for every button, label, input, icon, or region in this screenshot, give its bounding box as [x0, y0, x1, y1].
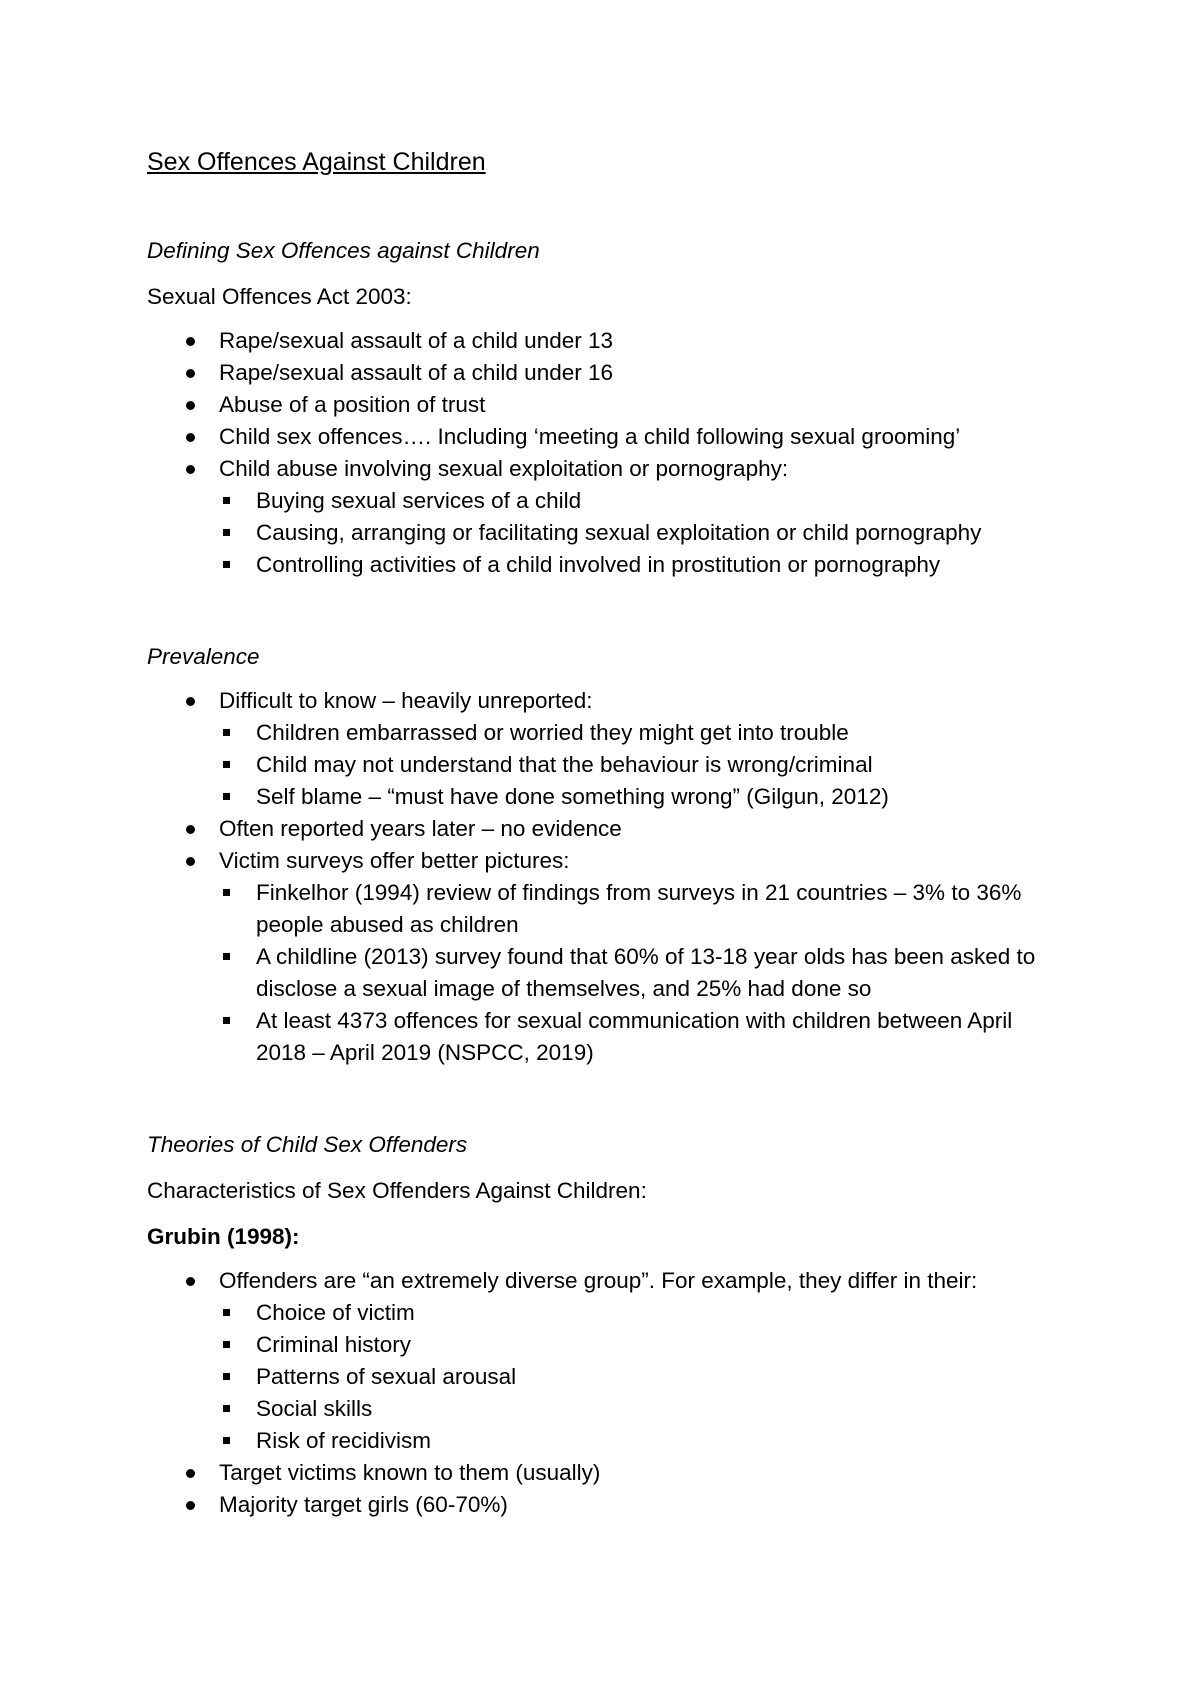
prevalence-list	[147, 685, 1047, 1069]
sub-list-item: Finkelhor (1994) review of findings from surveys in 21 countries – 3% to 36% people abused as children	[219, 877, 1047, 941]
square-bullet-icon	[223, 889, 230, 896]
section-heading-defining: Defining Sex Offences against Children	[147, 238, 540, 263]
list-item: Child abuse involving sexual exploitation or pornography: Buying sexual services of a child Causing, arranging or facilitating sexual exploitation or child pornography Controlling activities of a child involved in prostitution or pornography	[147, 453, 1047, 581]
sub-list-item: Patterns of sexual arousal	[219, 1361, 1047, 1393]
document-title: Sex Offences Against Children	[147, 148, 486, 176]
defining-intro: Sexual Offences Act 2003:	[147, 284, 412, 309]
list-item: Target victims known to them (usually)	[147, 1457, 1047, 1489]
list-item: Rape/sexual assault of a child under 16	[147, 357, 1047, 389]
bullet-icon	[186, 465, 195, 474]
sub-list-item: At least 4373 offences for sexual communication with children between April 2018 – April 2019 (NSPCC, 2019)	[219, 1005, 1047, 1069]
bullet-icon	[186, 369, 195, 378]
sub-list-item: Child may not understand that the behaviour is wrong/criminal	[219, 749, 1047, 781]
square-bullet-icon	[223, 729, 230, 736]
bullet-icon	[186, 825, 195, 834]
square-bullet-icon	[223, 761, 230, 768]
bullet-icon	[186, 1501, 195, 1510]
square-bullet-icon	[223, 497, 230, 504]
sub-list-item: Social skills	[219, 1393, 1047, 1425]
square-bullet-icon	[223, 1437, 230, 1444]
list-item: Majority target girls (60-70%)	[147, 1489, 1047, 1521]
bullet-icon	[186, 1469, 195, 1478]
bullet-icon	[186, 433, 195, 442]
prevalence-sublist-1	[219, 717, 1047, 813]
square-bullet-icon	[223, 1341, 230, 1348]
sub-list-item: Buying sexual services of a child	[219, 485, 1047, 517]
theories-sublist	[219, 1297, 1047, 1457]
square-bullet-icon	[223, 1373, 230, 1380]
sub-list-item: Causing, arranging or facilitating sexual exploitation or child pornography	[219, 517, 1047, 549]
list-item: Child sex offences…. Including ‘meeting a child following sexual grooming’	[147, 421, 1047, 453]
square-bullet-icon	[223, 1309, 230, 1316]
square-bullet-icon	[223, 1405, 230, 1412]
defining-list	[147, 325, 1047, 581]
document-body	[147, 145, 1047, 1521]
square-bullet-icon	[223, 793, 230, 800]
bullet-icon	[186, 337, 195, 346]
square-bullet-icon	[223, 953, 230, 960]
bullet-icon	[186, 401, 195, 410]
sub-list-item: Self blame – “must have done something wrong” (Gilgun, 2012)	[219, 781, 1047, 813]
list-item: Victim surveys offer better pictures: Finkelhor (1994) review of findings from surveys in 21 countries – 3% to 36% people abused as children A childline (2013) survey found that 60% of 13-18 year olds has been asked to disclose a sexual image of themselves, and 25% had done so At least 4373 offences for sexual communication with children between April 2018 – April 2019 (NSPCC, 2019)	[147, 845, 1047, 1069]
list-item: Rape/sexual assault of a child under 13	[147, 325, 1047, 357]
sub-list-item: Criminal history	[219, 1329, 1047, 1361]
list-item: Often reported years later – no evidence	[147, 813, 1047, 845]
sub-list-item: A childline (2013) survey found that 60% of 13-18 year olds has been asked to disclose a sexual image of themselves, and 25% had done so	[219, 941, 1047, 1005]
list-item: Difficult to know – heavily unreported: Children embarrassed or worried they might get into trouble Child may not understand that the behaviour is wrong/criminal Self blame – “must have done something wrong” (Gilgun, 2012)	[147, 685, 1047, 813]
prevalence-sublist-2	[219, 877, 1047, 1069]
square-bullet-icon	[223, 529, 230, 536]
section-heading-prevalence: Prevalence	[147, 644, 260, 669]
sub-list-item: Children embarrassed or worried they might get into trouble	[219, 717, 1047, 749]
sub-list-item: Controlling activities of a child involved in prostitution or pornography	[219, 549, 1047, 581]
list-item: Abuse of a position of trust	[147, 389, 1047, 421]
bullet-icon	[186, 697, 195, 706]
theories-source: Grubin (1998):	[147, 1224, 300, 1249]
bullet-icon	[186, 857, 195, 866]
sub-list-item: Choice of victim	[219, 1297, 1047, 1329]
bullet-icon	[186, 1277, 195, 1286]
theories-intro: Characteristics of Sex Offenders Against Children:	[147, 1178, 647, 1203]
square-bullet-icon	[223, 561, 230, 568]
theories-list	[147, 1265, 1047, 1521]
defining-sublist	[219, 485, 1047, 581]
sub-list-item: Risk of recidivism	[219, 1425, 1047, 1457]
section-heading-theories: Theories of Child Sex Offenders	[147, 1132, 468, 1157]
square-bullet-icon	[223, 1017, 230, 1024]
list-item: Offenders are “an extremely diverse group”. For example, they differ in their: Choice of victim Criminal history Patterns of sexual arousal Social skills Risk of recidivism	[147, 1265, 1047, 1457]
